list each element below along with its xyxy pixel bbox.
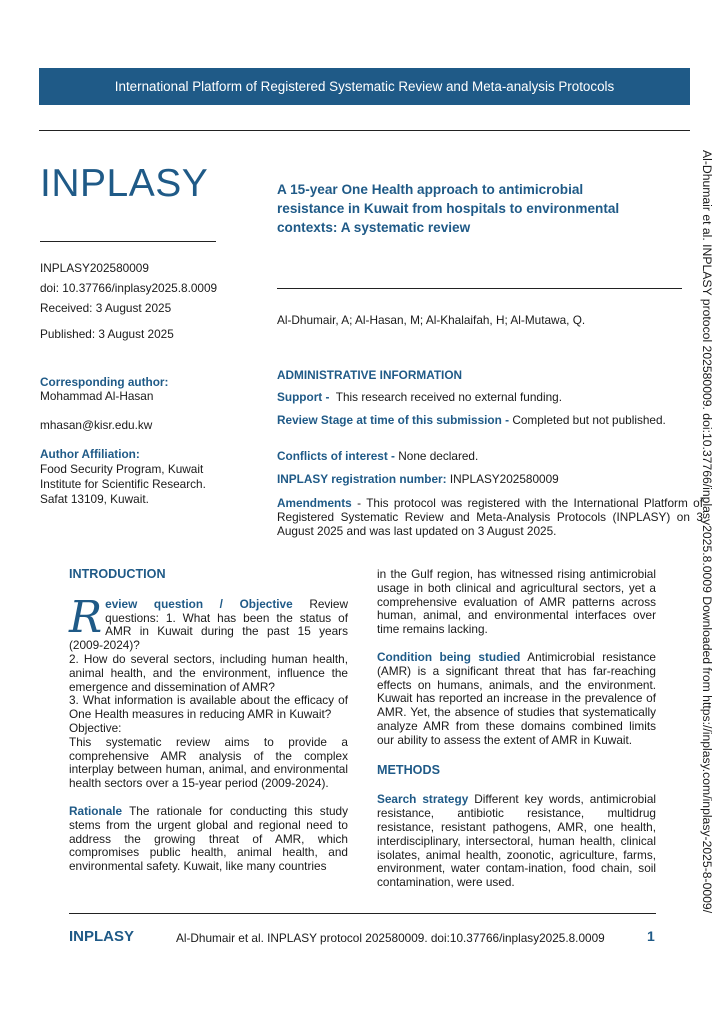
review-question-paragraph xyxy=(69,591,348,653)
condition-label: Condition being studied xyxy=(377,649,521,664)
top-rule xyxy=(39,130,690,131)
conflicts-text: None declared. xyxy=(398,449,479,463)
doi[interactable]: doi: 10.37766/inplasy2025.8.0009 xyxy=(40,281,218,295)
admin-heading: ADMINISTRATIVE INFORMATION xyxy=(277,368,463,382)
conflicts-info xyxy=(277,450,703,464)
search-strategy-label: Search strategy xyxy=(377,792,469,807)
affiliation-label: Author Affiliation: xyxy=(40,447,140,461)
search-strategy-paragraph xyxy=(377,793,656,890)
corresponding-email[interactable]: mhasan@kisr.edu.kw xyxy=(40,418,153,432)
question-3: 3. What information is available about the efficacy of One Health measures in reducing AMR in Kuwait? xyxy=(69,693,348,722)
published-date: Published: 3 August 2025 xyxy=(40,327,174,341)
corresponding-author-name: Mohammad Al-Hasan xyxy=(40,389,154,403)
title-line: resistance in Kuwait from hospitals to environmental xyxy=(277,201,620,216)
inplasy-logo: INPLASY xyxy=(40,162,209,205)
condition-paragraph xyxy=(377,651,656,748)
amendments-label: Amendments xyxy=(277,496,352,510)
support-text: This research received no external funding. xyxy=(335,390,562,404)
review-question-label: eview question / Objective xyxy=(105,596,293,611)
question-2: 2. How do several sectors, including human health, animal health, and the environment, influence the emergence and dissemination of AMR? xyxy=(69,651,348,694)
support-info xyxy=(277,391,703,405)
body-column-right xyxy=(377,568,656,890)
title-line: A 15-year One Health approach to antimicrobial xyxy=(277,182,584,197)
rationale-text: The rationale for conducting this study stems from the urgent global and regional need to address the growing threat of AMR, which compromises public health, animal health, and environmental safety. Kuwait, like many countries xyxy=(69,803,348,874)
rationale-label: Rationale xyxy=(69,803,123,818)
search-strategy-text: Different key words, antimicrobial resistance, antibiotic resistance, multidrug resistance, resistant pathogens, AMR, one health, interdisciplinary, intersectoral, human health, clinical isolates, animal health, zoonotic, agriculture, farms, environment, water contam-ination, food chain, soil contamination, were used. xyxy=(377,792,657,890)
objective-text: This systematic review aims to provide a comprehensive AMR analysis of the complex interplay between human, animal, and environmental health sectors over a 15-year period (2009-2024). xyxy=(69,734,348,791)
conflicts-label: Conflicts of interest - xyxy=(277,449,395,463)
registration-id: INPLASY202580009 xyxy=(40,261,149,275)
footer-citation: Al-Dhumair et al. INPLASY protocol 202580009. doi:10.37766/inplasy2025.8.0009 xyxy=(176,931,605,945)
review-stage-text: Completed but not published. xyxy=(512,413,666,427)
amendments-text: - This protocol was registered with the International Platform of Registered Systematic Review and Meta-Analysis Protocols (INPLASY) on 3 August 2025 and was last updated on 3 August 2025. xyxy=(277,496,703,538)
header-banner xyxy=(39,68,690,105)
registration-number-info xyxy=(277,473,703,487)
title-rule xyxy=(277,288,682,289)
logo-rule xyxy=(40,241,216,242)
rationale-continued: in the Gulf region, has witnessed rising antimicrobial usage in both clinical and agricultural sectors, yet a comprehensive evaluation of AMR patterns across human, animal, and environmental interfaces over time remains lacking. xyxy=(377,567,656,637)
footer-brand: INPLASY xyxy=(69,928,135,945)
rationale-paragraph xyxy=(69,805,348,874)
review-stage-label: Review Stage at time of this submission - xyxy=(277,413,510,427)
review-question-text: Review questions: 1. What has been the status of AMR in Kuwait during the past 15 years (2009-2024)? xyxy=(69,596,348,653)
condition-text: Antimicrobial resistance (AMR) is a significant threat that has far-reaching effects on humans, animals, and the environment. Kuwait has reported an increase in the prevalence of AMR. Yet, the absence of studies that systematically analyze AMR from these domains combined limits our ability to assess the extent of AMR in Kuwait. xyxy=(377,649,656,747)
introduction-heading: INTRODUCTION xyxy=(69,567,166,581)
footer-rule xyxy=(69,913,656,914)
title-line: contexts: A systematic review xyxy=(277,220,471,235)
body-column-left xyxy=(69,568,348,874)
registration-number-text: INPLASY202580009 xyxy=(449,472,559,486)
objective-label: Objective: xyxy=(69,720,122,735)
received-date: Received: 3 August 2025 xyxy=(40,301,172,315)
page-number: 1 xyxy=(647,928,655,944)
side-strip-text[interactable]: Al-Dhumair et al. INPLASY protocol 202580009. doi:10.37766/inplasy2025.8.0009 Downloaded from https://inplasy.com/inplasy-2025-8-0009/ xyxy=(700,150,714,914)
methods-heading: METHODS xyxy=(377,762,440,777)
support-label: Support - xyxy=(277,390,330,404)
drop-cap: R xyxy=(69,591,103,643)
affiliation-line: Food Security Program, Kuwait xyxy=(40,462,204,476)
corresponding-author-label: Corresponding author: xyxy=(40,375,169,389)
review-stage-info xyxy=(277,414,703,428)
amendments-info xyxy=(277,497,703,538)
banner-text: International Platform of Registered Systematic Review and Meta-analysis Protocols xyxy=(114,79,615,94)
registration-number-label: INPLASY registration number: xyxy=(277,472,447,486)
article-title xyxy=(277,180,697,237)
affiliation-line: Institute for Scientific Research. xyxy=(40,477,206,491)
affiliation-line: Safat 13109, Kuwait. xyxy=(40,492,149,506)
author-list: Al-Dhumair, A; Al-Hasan, M; Al-Khalaifah, H; Al-Mutawa, Q. xyxy=(277,313,586,327)
